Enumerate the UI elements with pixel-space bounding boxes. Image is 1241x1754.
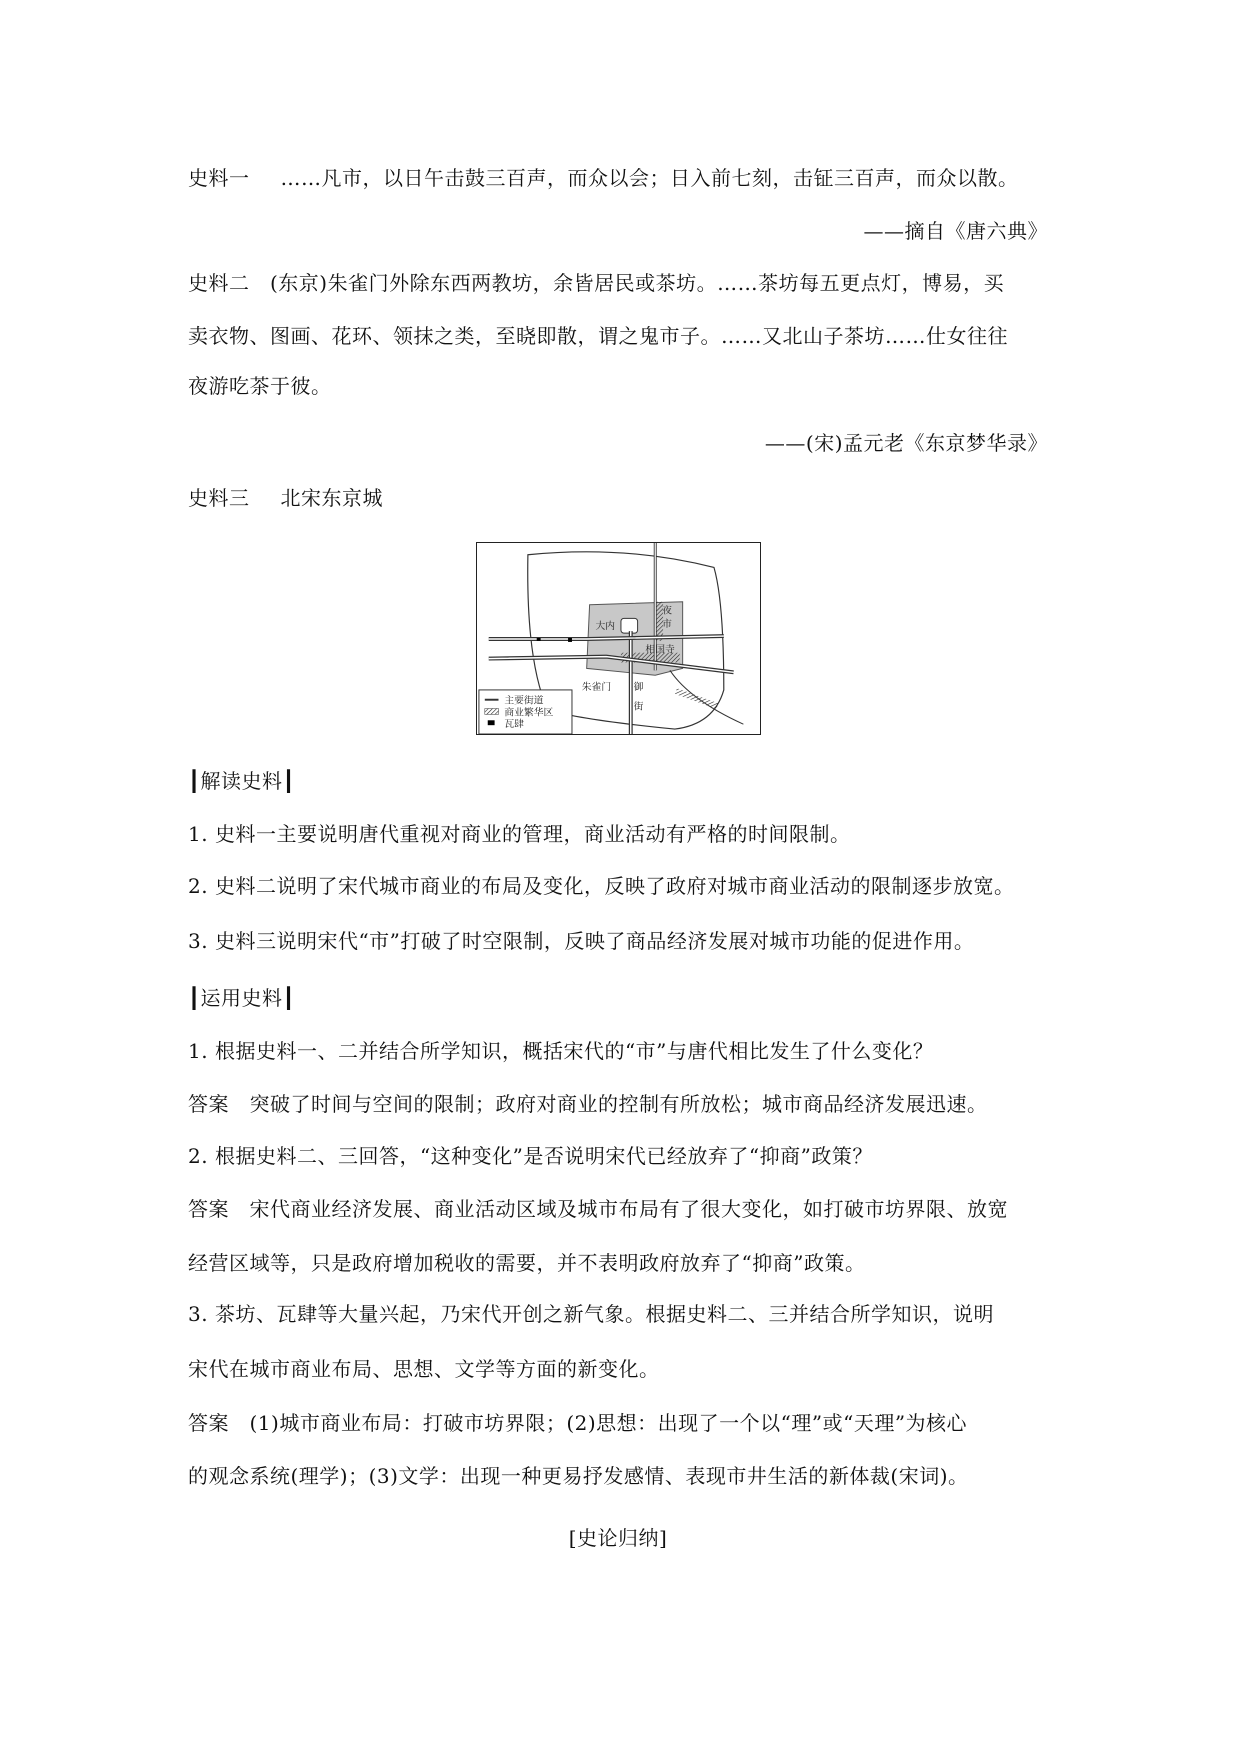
source-label: 史料三 bbox=[188, 486, 250, 510]
qa-line: 宋代在城市商业布局、思想、文学等方面的新变化。 bbox=[188, 1357, 660, 1381]
qa-line: 经营区域等，只是政府增加税收的需要，并不表明政府放弃了“抑商”政策。 bbox=[188, 1251, 866, 1275]
qa-line: 答案 宋代商业经济发展、商业活动区域及城市布局有了很大变化，如打破市坊界限、放宽 bbox=[188, 1197, 1008, 1221]
source1-citation: ——摘自《唐六典》 bbox=[863, 219, 1048, 243]
map-label: 相国寺 bbox=[645, 644, 675, 656]
map-label: 夜 bbox=[662, 605, 672, 617]
source1 bbox=[188, 164, 1048, 192]
source2-citation: ——(宋)孟元老《东京梦华录》 bbox=[764, 431, 1048, 455]
qa-line: 的观念系统(理学)；(3)文学：出现一种更易抒发感情、表现市井生活的新体裁(宋词)。 bbox=[188, 1464, 969, 1488]
source2-line bbox=[188, 269, 1048, 297]
source3 bbox=[188, 484, 1048, 512]
use-heading: ┃运用史料┃ bbox=[188, 986, 296, 1010]
source-text: 北宋东京城 bbox=[280, 486, 383, 510]
read-item: 3. 史料三说明宋代“市”打破了时空限制，反映了商品经济发展对城市功能的促进作用。 bbox=[188, 929, 975, 953]
read-item: 1. 史料一主要说明唐代重视对商业的管理，商业活动有严格的时间限制。 bbox=[188, 822, 851, 846]
qa-line: 1. 根据史料一、二并结合所学知识，概括宋代的“市”与唐代相比发生了什么变化？ bbox=[188, 1039, 934, 1063]
dongjing-city-map bbox=[476, 542, 761, 735]
source-text: (东京)朱雀门外除东西两教坊，余皆居民或茶坊。……茶坊每五更点灯，博易，买 bbox=[270, 271, 1005, 295]
legend-item: 主要街道 bbox=[504, 695, 544, 707]
source-label: 史料一 bbox=[188, 166, 250, 190]
qa-line: 答案 突破了时间与空间的限制；政府对商业的控制有所放松；城市商品经济发展迅速。 bbox=[188, 1092, 988, 1116]
map-label: 街 bbox=[633, 701, 644, 713]
source-text: ……凡市，以日午击鼓三百声，而众以会；日入前七刻，击钲三百声，而众以散。 bbox=[280, 166, 1019, 190]
legend-item: 瓦肆 bbox=[504, 719, 524, 731]
qa-line: 答案 (1)城市商业布局：打破市坊界限；(2)思想：出现了一个以“理”或“天理”为核心 bbox=[188, 1411, 968, 1435]
map-label: 市 bbox=[662, 619, 672, 631]
legend-item: 商业繁华区 bbox=[504, 707, 554, 719]
read-heading: ┃解读史料┃ bbox=[188, 769, 296, 793]
source2-line: 卖衣物、图画、花环、领抹之类，至晓即散，谓之鬼市子。……又北山子茶坊……仕女往往 bbox=[188, 324, 1008, 348]
source2-line: 夜游吃茶于彼。 bbox=[188, 374, 332, 398]
read-item: 2. 史料二说明了宋代城市商业的布局及变化，反映了政府对城市商业活动的限制逐步放宽。 bbox=[188, 874, 1015, 898]
summary-heading: [史论归纳] bbox=[568, 1526, 668, 1550]
qa-line: 3. 茶坊、瓦肆等大量兴起，乃宋代开创之新气象。根据史料二、三并结合所学知识，说明 bbox=[188, 1302, 994, 1326]
map-label: 朱雀门 bbox=[581, 681, 612, 693]
map-label: 御 bbox=[633, 681, 644, 693]
source-label: 史料二 bbox=[188, 271, 250, 295]
map-label: 大内 bbox=[595, 621, 616, 633]
qa-line: 2. 根据史料二、三回答，“这种变化”是否说明宋代已经放弃了“抑商”政策？ bbox=[188, 1144, 873, 1168]
